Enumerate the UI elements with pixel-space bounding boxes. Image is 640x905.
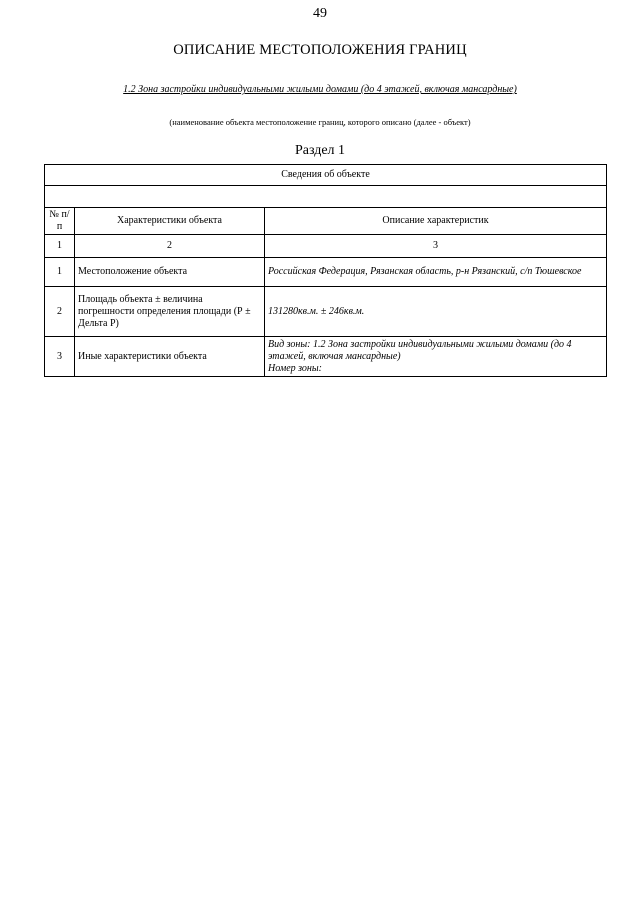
row-num: 3	[45, 337, 75, 377]
header-description: Описание характеристик	[265, 208, 607, 235]
row-num: 2	[45, 287, 75, 337]
table-spacer-cell	[45, 186, 607, 208]
table-header-row	[45, 208, 607, 235]
section-title: Раздел 1	[294, 143, 346, 158]
object-name: 1.2 Зона застройки индивидуальными жилыми домами (до 4 этажей, включая мансардные)	[123, 84, 517, 95]
object-caption: (наименование объекта местоположение границ, которого описано (далее - объект)	[169, 117, 471, 127]
index-cell: 2	[75, 235, 265, 258]
header-characteristic: Характеристики объекта	[75, 208, 265, 235]
row-description-line: Номер зоны:	[268, 362, 322, 374]
header-num: № п/п	[45, 208, 75, 235]
row-description: 131280кв.м. ± 246кв.м.	[265, 287, 607, 337]
row-characteristic: Местоположение объекта	[75, 258, 265, 287]
index-cell: 1	[45, 235, 75, 258]
table-row	[45, 287, 607, 337]
row-characteristic: Площадь объекта ± величина погрешности определения площади (Р ± Дельта Р)	[75, 287, 265, 337]
table-caption-row	[45, 165, 607, 186]
document-title: ОПИСАНИЕ МЕСТОПОЛОЖЕНИЯ ГРАНИЦ	[173, 42, 467, 58]
table-spacer-row	[45, 186, 607, 208]
row-description: Российская Федерация, Рязанская область, р-н Рязанский, с/п Тюшевское	[265, 258, 607, 287]
row-description	[265, 337, 607, 377]
index-cell: 3	[265, 235, 607, 258]
table-caption: Сведения об объекте	[45, 165, 607, 186]
row-characteristic: Иные характеристики объекта	[75, 337, 265, 377]
table-row	[45, 258, 607, 287]
row-description-line: Вид зоны: 1.2 Зона застройки индивидуальными жилыми домами (до 4 этажей, включая мансардные)	[268, 338, 572, 362]
page-number: 49	[313, 6, 327, 21]
row-num: 1	[45, 258, 75, 287]
object-info-table	[44, 164, 607, 377]
table-row	[45, 337, 607, 377]
table-index-row	[45, 235, 607, 258]
